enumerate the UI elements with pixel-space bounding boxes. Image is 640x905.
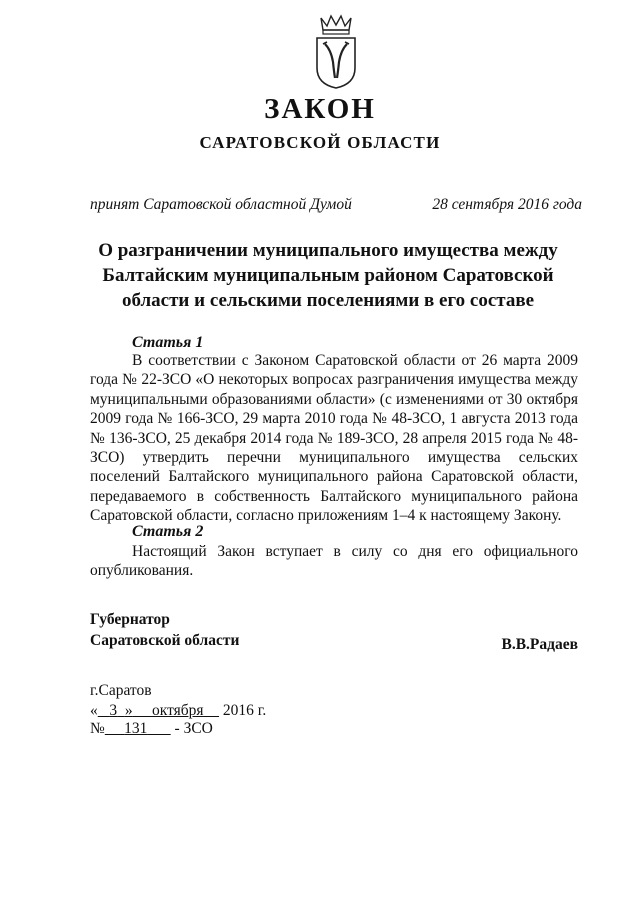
quote-close: » [124,702,133,719]
signature-position-line2: Саратовской области [90,632,240,649]
adoption-date: 28 сентября 2016 года [432,196,582,213]
footer-number-line [90,720,213,738]
article-2-text: Настоящий Закон вступает в силу со дня его официального опубликования. [90,543,578,580]
region-title: САРАТОВСКОЙ ОБЛАСТИ [199,133,441,152]
signature-position-line1: Губернатор [90,611,170,628]
law-heading: О разграничении муниципального имущества между Балтайским муниципальным районом Саратовской области и сельскими поселениями в его составе [98,240,558,311]
footer-date-line [90,702,266,720]
number-prefix: № [90,720,105,737]
law-title: ЗАКОН [264,93,376,125]
footer-day: 3 [109,702,118,719]
saratov-coat-of-arms-icon [313,14,359,90]
footer-city: г.Саратов [90,682,152,699]
article-1-text: В соответствии с Законом Саратовской области от 26 марта 2009 года № 22-ЗСО «О некоторых вопросах разграничения имущества между муниципальными образованиями области» (с изменениями от 30 октября 2009 года № 166-ЗСО, 29 марта 2010 года № 48-ЗСО, 1 августа 2013 года № 136-ЗСО, 25 декабря 2014 года № 189-ЗСО, 28 апреля 2015 года № 48-ЗСО) утвердить перечни муниципального имущества сельских поселений Балтайского муниципального района Саратовской области, передаваемого в собственность Балтайского муниципального района Саратовской области, согласно приложениям 1–4 к настоящему Закону. [90,352,578,525]
quote-open: « [90,702,98,719]
footer-month: октября [152,702,204,719]
article-2-title: Статья 2 [132,523,204,540]
number-suffix: - ЗСО [174,720,213,737]
article-1-title: Статья 1 [132,334,204,351]
signatory-name: В.В.Радаев [501,636,578,653]
footer-year: 2016 г. [222,702,267,719]
footer-number: 131 [124,720,148,737]
adopted-by: принят Саратовской областной Думой [90,196,352,213]
